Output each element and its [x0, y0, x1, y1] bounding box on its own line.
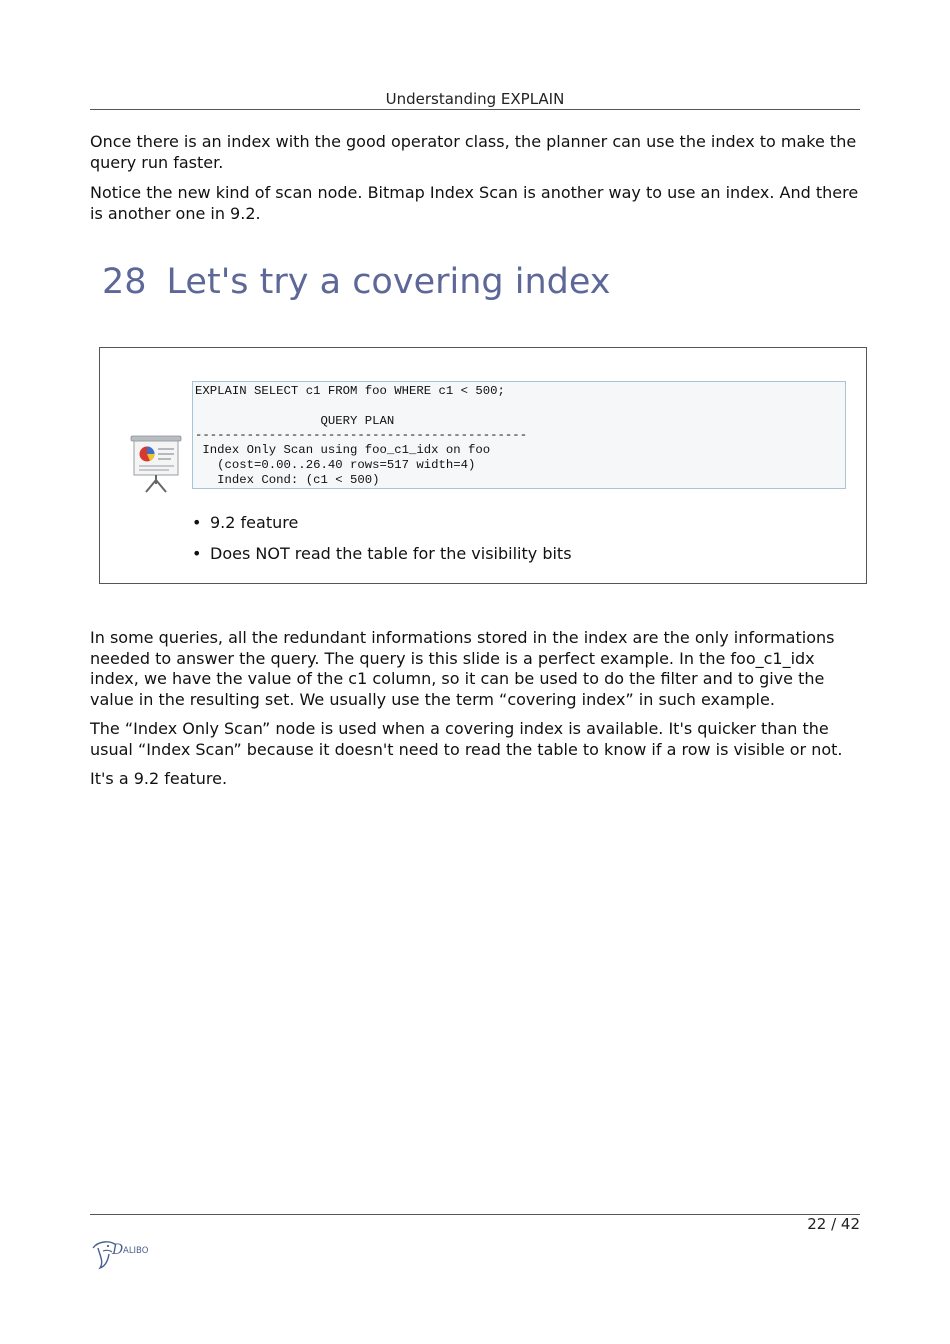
- footer-divider: [90, 1214, 860, 1215]
- intro-paragraph-2: Notice the new kind of scan node. Bitmap Index Scan is another way to use an index. And there is another one in 9.2.: [90, 183, 859, 223]
- list-item: [192, 541, 572, 572]
- intro-paragraph-1: Once there is an index with the good operator class, the planner can use the index to make the query run faster.: [90, 132, 857, 172]
- section-number: 28: [102, 262, 147, 302]
- bullet-dot-icon: •: [192, 513, 202, 532]
- body-paragraph-2: The “Index Only Scan” node is used when a covering index is available. It's quicker than the usual “Index Scan” because it doesn't need to read the table to know if a row is visible or not.: [90, 719, 843, 759]
- running-header: Understanding EXPLAIN: [385, 90, 565, 108]
- slide-bullet-list: [192, 510, 572, 572]
- list-item-text: 9.2 feature: [210, 513, 299, 532]
- page-number: 22 / 42: [807, 1215, 860, 1233]
- logo-text: D: [112, 1242, 124, 1258]
- presentation-icon: [130, 434, 182, 494]
- logo-text-rest: ALIBO: [123, 1246, 149, 1256]
- body-paragraph-1: In some queries, all the redundant informations stored in the index are the only informations needed to answer the query. The query is this slide is a perfect example. In the foo_c1_idx index, we have the value of the c1 column, so it can be used to do the filter and to give the value in the resulting set. We usually use the term “covering index” in such example.: [90, 628, 835, 709]
- bullet-dot-icon: •: [192, 544, 202, 563]
- section-heading: [102, 262, 611, 302]
- slide-box: [99, 347, 867, 584]
- code-block: EXPLAIN SELECT c1 FROM foo WHERE c1 < 500; QUERY PLAN --------------------------------------------- Index Only Scan using foo_c1_idx on foo (cost=0.00..26.40 rows=517 width=4) Index Cond: (c1 < 500): [192, 381, 846, 489]
- header-divider: [90, 109, 860, 110]
- elephant-logo-icon: [90, 1232, 164, 1272]
- section-title: Let's try a covering index: [166, 262, 611, 302]
- list-item: [192, 510, 572, 541]
- body-paragraph-3: It's a 9.2 feature.: [90, 769, 228, 788]
- list-item-text: Does NOT read the table for the visibility bits: [210, 544, 572, 563]
